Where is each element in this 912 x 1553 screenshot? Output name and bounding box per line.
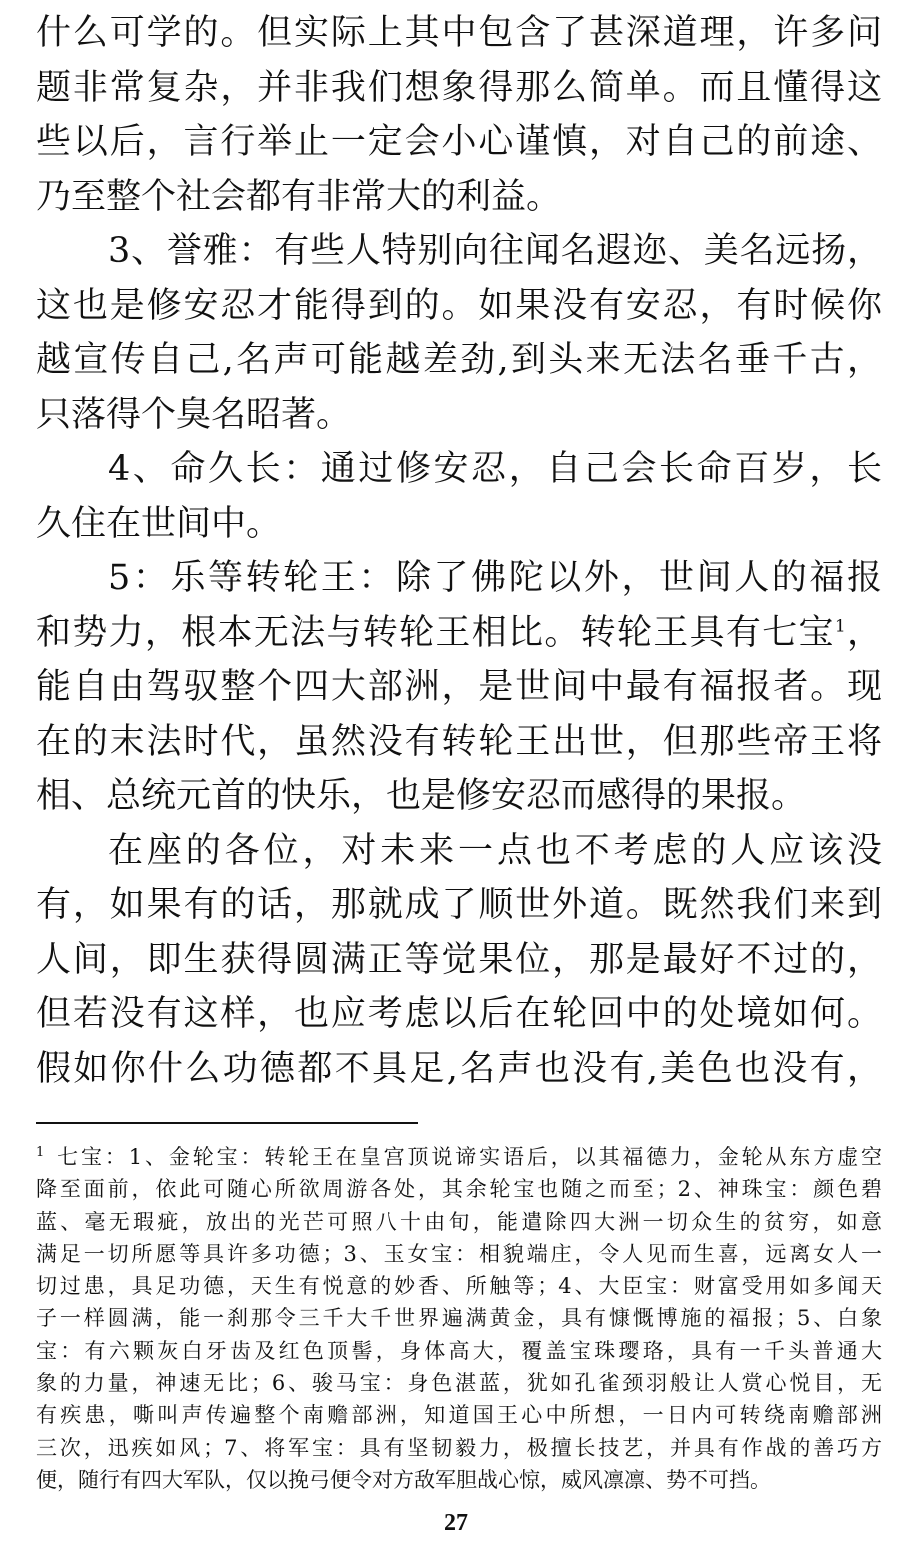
body-text <box>36 6 882 1096</box>
body-line: 乃至整个社会都有非常大的利益。 <box>36 176 562 217</box>
footnote-line: 宝：有六颗灰白牙齿及红色顶髻，身体高大，覆盖宝珠璎珞，具有一千头普通大 <box>36 1338 882 1363</box>
body-line: 和势力，根本无法与转轮王相比。转轮王具有七宝$^1$， <box>36 612 882 653</box>
body-line: 什么可学的。但实际上其中包含了甚深道理，许多问 <box>36 13 882 53</box>
footnote-line: 象的力量，神速无比；6、骏马宝：身色湛蓝，犹如孔雀颈羽般让人赏心悦目，无 <box>36 1371 882 1396</box>
body-line: 有，如果有的话，那就成了顺世外道。既然我们来到 <box>36 885 882 925</box>
body-line-text: 和势力，根本无法与转轮王相比。转轮王具有七宝 <box>36 612 835 653</box>
footnote-line: 蓝、毫无瑕疵，放出的光芒可照八十由旬，能遣除四大洲一切众生的贫穷，如意 <box>36 1209 882 1234</box>
footnote-line: 有疾患，嘶叫声传遍整个南赡部洲，知道国王心中所想，一日内可转绕南赡部洲 <box>36 1403 882 1428</box>
body-line: 3、誉雅：有些人特别向往闻名遐迩、美名远扬， <box>108 231 882 271</box>
footnote-mark: 1 <box>36 1145 45 1160</box>
footnote-line: 降至面前，依此可随心所欲周游各处，其余轮宝也随之而至；2、神珠宝：颜色碧 <box>36 1177 882 1202</box>
body-line: 在座的各位，对未来一点也不考虑的人应该没 <box>108 830 882 871</box>
body-line: 这也是修安忍才能得到的。如果没有安忍，有时候你 <box>36 285 882 326</box>
body-line: 久住在世间中。 <box>36 503 282 544</box>
footnote-line: 便，随行有四大军队，仅以挽弓便令对方敌军胆战心惊，威风凛凛、势不可挡。 <box>36 1467 771 1492</box>
body-line: 些以后，言行举止一定会小心谨慎，对自己的前途、 <box>36 122 882 162</box>
body-line: 能自由驾驭整个四大部洲，是世间中最有福报者。现 <box>36 667 882 707</box>
page-number: 27 <box>444 1510 468 1536</box>
body-line: 人间，即生获得圆满正等觉果位，那是最好不过的， <box>36 939 882 980</box>
footnote-line <box>36 1141 882 1173</box>
footnote-line: 切过患，具足功德，天生有悦意的妙香、所触等；4、大臣宝：财富受用如多闻天 <box>36 1274 882 1299</box>
body-line: 假如你什么功德都不具足,名声也没有,美色也没有， <box>36 1048 882 1089</box>
body-line: 5：乐等转轮王：除了佛陀以外，世间人的福报 <box>108 558 882 598</box>
footnote <box>36 1141 882 1496</box>
body-line: 相、总统元首的快乐，也是修安忍而感得的果报。 <box>36 776 807 816</box>
body-line: 题非常复杂，并非我们想象得那么简单。而且懂得这 <box>36 67 882 108</box>
body-line: 在的末法时代，虽然没有转轮王出世，但那些帝王将 <box>36 721 882 762</box>
footnote-line: 满足一切所愿等具许多功德；3、玉女宝：相貌端庄，令人见而生喜，远离女人一 <box>36 1241 882 1266</box>
body-line: 只落得个臭名昭著。 <box>36 394 352 435</box>
body-line: 但若没有这样，也应考虑以后在轮回中的处境如何。 <box>36 994 882 1034</box>
footnote-reference[interactable]: 1 <box>834 615 846 636</box>
body-line: 越宣传自己,名声可能越差劲,到头来无法名垂千古， <box>36 340 882 380</box>
body-line: 4、命久长：通过修安忍，自己会长命百岁，长 <box>108 449 882 489</box>
footnote-line: 子一样圆满，能一刹那令三千大千世界遍满黄金，具有慷慨博施的福报；5、白象 <box>36 1306 882 1331</box>
footnote-line: 三次，迅疾如风；7、将军宝：具有坚韧毅力，极擅长技艺，并具有作战的善巧方 <box>36 1435 882 1460</box>
footnote-line-text: 七宝：1、金轮宝：转轮王在皇宫顶说谛实语后，以其福德力，金轮从东方虚空 <box>54 1145 882 1169</box>
footnote-divider <box>36 1122 418 1124</box>
